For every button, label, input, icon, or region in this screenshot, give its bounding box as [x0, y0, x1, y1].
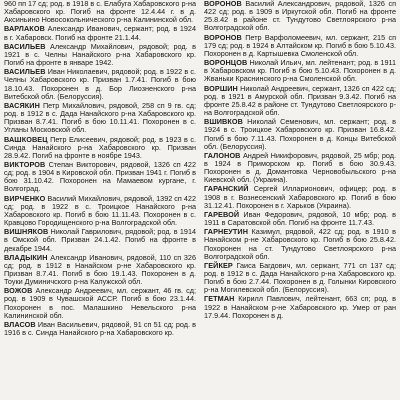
entry-text: Гаиса Багдович, мл. сержант, 771 сп 137 сд; род. в 1912 в с. Дада Нанайского р-на Хабаровского кр. Погиб в бою 2.7.44. Похоронен в д. Голынки Кировского р-на Могилевской обл. (Белоруссия). [204, 260, 396, 295]
entry-surname: ВОРОНОВ [204, 0, 242, 8]
entry-viktorov [4, 161, 196, 194]
entry-vorshin [204, 85, 396, 118]
entry-surname: ВИРЧЕНКО [4, 193, 46, 203]
entry-garneutin [204, 228, 396, 261]
entry-surname: ВШИВКОВ [204, 117, 243, 127]
entry-text: Николай Ильич, мл. лейтенант; род. в 1911 в Хабаровском кр. Погиб в бою 5.10.43. Похоронен в д. Жваньки Краснинского р-на Смоленской обл. [204, 58, 396, 84]
entry-galonov [204, 152, 396, 185]
entry-voronov-p [204, 34, 396, 58]
entry-surname: ВАСЯКИН [4, 100, 40, 110]
entry-text: Иван Васильевич, рядовой, 91 сп 51 сд; род. в 1916 в с. Синда Нанайского р-на Хабаровского кр. [4, 319, 196, 338]
entry-vishnyakov [4, 228, 196, 252]
entry-text: Иван Николаевич, рядовой; род. в 1922 в с. Челны Хабаровского кр. Призван 1.7.41. Погиб в бою 18.10.43. Похоронен в д. Бор Лиозненского р-на Витебской обл. (Белоруссия). [4, 67, 196, 101]
entry-surname: ВАШКОВЕЦ [4, 134, 48, 144]
left-column [4, 0, 196, 400]
entry-text: Степан Викторович, рядовой, 1326 сп 422 сд; род. в 1904 в Кировской обл. Призван 1941 г. Погиб в бою 31.10.42. Похоронен на Мамаевом кургане, г. Волгоград. [4, 159, 196, 194]
entry-surname: ВЛАДЫКИН [4, 252, 48, 262]
entry-text: Кирилл Павлович, лейтенант, 663 сп; род. в 1922 в Нанайском р-не Хабаровского кр. Умер от ран 17.9.44. Похоронен в д. [204, 294, 396, 320]
entry-vorontsov [204, 59, 396, 83]
entry-surname: ВОРОНОВ [204, 32, 242, 42]
entry-text: Петр Михайлович, рядовой, 258 сп 9 гв. сд; род. в 1912 в с. Дада Нанайского р-на Хабаровского кр. Призван 8.7.41. Погиб в бою 10.11.41. Похоронен в с. Угланы Московской обл. [4, 100, 196, 135]
entry-text: Иван Федорович, рядовой, 10 мбр; род. в 1911 в Саратовской обл. Погиб на фронте 11.7.43. [204, 209, 396, 228]
entry-text: 960 пп 17 сд; род. в 1918 в с. Елабуга Хабаровского р-на Хабаровского кр. Погиб на фронте 12.4.44 г. в д. Аксиньино Новосокольнического р-на Калининской обл. [4, 0, 196, 25]
entry-vshivkov [204, 118, 396, 151]
entry-text: Александр Иванович, сержант; род. в 1924 в г. Хабаровск. Погиб на фронте 21.1.44. [4, 24, 196, 42]
entry-vozhov [4, 287, 196, 320]
entry-text: Николай Андреевич, сержант, 1326 сп 422 сд; род. в 1921 в Амурской обл. Призван 9.3.42. Погиб на фронте 25.8.42 в районе ст. Тундутово Светлоярского р-на Волгоградской обл. [204, 83, 396, 118]
entry-surname: ВАРЛАКОВ [4, 24, 45, 34]
entry-surname: ВИКТОРОВ [4, 159, 46, 169]
entry-vasyakin [4, 102, 196, 135]
entry-surname: ВОЖОВ [4, 286, 33, 296]
entry-surname: ГАРНЕУТИН [204, 227, 249, 237]
entry-surname: ГАЛОНОВ [204, 150, 241, 160]
entry-surname: ГЕТМАН [204, 294, 235, 304]
entry-vlasov [4, 321, 196, 337]
entry-getman [204, 295, 396, 319]
entry-text: Андрей Никифорович, рядовой, 25 мбр; род. в 1924 в Приморском кр. Погиб в бою 30.9.43. Похоронен в д. Домантовка Черновобыльского р-на Киевской обл. (Украина). [204, 150, 396, 185]
entry-garevoy [204, 211, 396, 227]
entry-text: Петр Елисеевич, рядовой; род. в 1923 в с. Синда Нанайского р-на Хабаровского кр. Призван 28.9.42. Погиб на фронте в ноябре 1943. [4, 134, 196, 160]
entry-text: Александр Михайлович, рядовой; род. в 1921 в с. Челны Нанайского р-на Хабаровского кр. Погиб на фронте в январе 1942. [4, 41, 196, 68]
entry-surname: ВОРОНЦОВ [204, 58, 248, 68]
entry-text: Александр Иванович, рядовой, 110 сп 326 сд; род. в 1912 в Нанайском р-не Хабаровского кр. Призван 8.7.41. Погиб в бою 19.1.43. Похоронен в д. Тоуки Думиничского р-на Калужской обл. [4, 252, 196, 287]
entry-vladykin [4, 254, 196, 287]
entry-text: Николай Гаврилович, рядовой; род. в 1914 в Омской обл. Призван 24.1.42. Погиб на фронте в декабре 1944. [4, 227, 196, 253]
entry-virchenko [4, 195, 196, 228]
entry-text: Василий Михайлович, рядовой, 1392 сп 422 сд; род. в 1922 в с. Троицкое Нанайского р-на Хабаровского кр. Погиб в бою 11.11.43. Похоронен в с. Кравцово Городищенского р-на Волгоградской обл. [4, 193, 196, 228]
entry-vasiliev-i [4, 68, 196, 101]
entry-text: Петр Варфоломеевич, мл. сержант, 215 сп 179 сд; род. в 1924 в Алтайском кр. Погиб в бою 5.10.43. Похоронен в д. Картышевка Смоленской обл. [204, 32, 396, 58]
entry-continuation [4, 0, 196, 24]
entry-text: Сергей Илларионович, офицер; род. в 1908 в г. Вознесенский Хабаровского кр. Погиб в бою 31.12.41. Похоронен в г. Харьков (Украина). [204, 184, 396, 210]
entry-surname: ВАСИЛЬЕВ [4, 67, 46, 77]
entry-text: Николай Семенович, мл. сержант; род. в 1924 в с. Троицкое Хабаровского кр. Призван 16.8.42. Погиб в бою 7.11.43. Похоронен в д. Концы Витебской обл. (Белоруссия). [204, 117, 396, 151]
entry-surname: ГАРАНСКИЙ [204, 184, 249, 194]
entry-surname: ВОРШИН [204, 83, 238, 93]
entry-surname: ВИШНЯКОВ [4, 227, 49, 237]
right-column [204, 0, 396, 400]
entry-geyker [204, 262, 396, 295]
entry-surname: ВАСИЛЬЕВ [4, 41, 46, 51]
entry-text: Василий Александрович, рядовой, 1326 сп 422 сд; род. в 1909 в Иркутской обл. Погиб на фронте 25.8.42 в районе ст. Тундутово Светлоярского р-на Волгоградской обл. [204, 0, 396, 33]
entry-voronov-v [204, 0, 396, 33]
entry-garanskiy [204, 185, 396, 209]
entry-vashkovets [4, 136, 196, 160]
entry-text: Казимул, рядовой, 422 сд; род. в 1910 в Нанайском р-не Хабаровского кр. Погиб в бою 25.8.42. Похоронен на ст. Тундутово Светлоярского р-на Волгоградской обл. [204, 227, 396, 261]
entry-surname: ГЕЙКЕР [204, 260, 233, 270]
entry-surname: ВЛАСОВ [4, 319, 36, 329]
entry-vasiliev-a [4, 43, 196, 67]
entry-varlakov [4, 25, 196, 41]
entry-surname: ГАРЕВОЙ [204, 209, 240, 219]
entry-text: Александр Андреевич, мл. сержант, 46 гв. сд; род. в 1909 в Чувашской АССР. Погиб в бою 23.1.44. Похоронен в пос. Малашкино Невельского р-на Калининской обл. [4, 286, 196, 320]
